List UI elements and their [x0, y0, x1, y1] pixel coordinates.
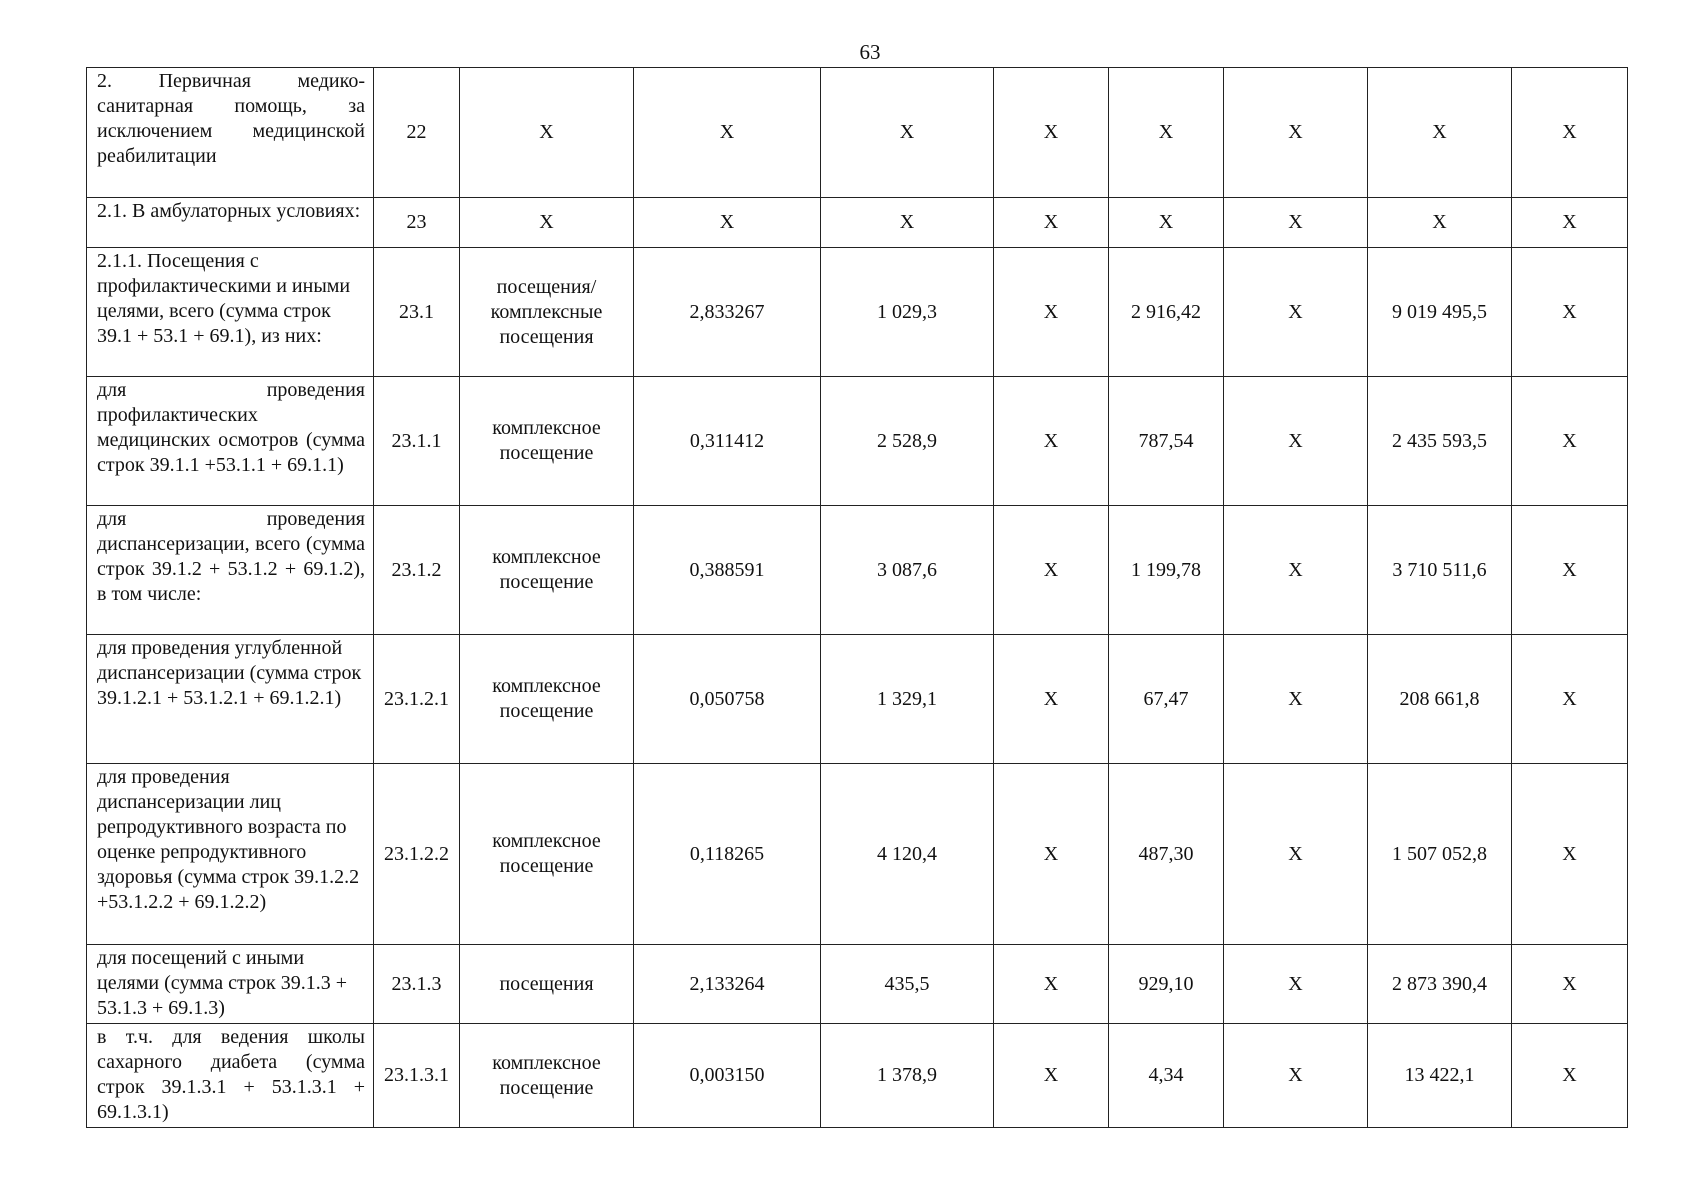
value-cell: Х [1368, 68, 1512, 198]
value-cell: Х [1224, 68, 1368, 198]
value-cell: 2 528,9 [821, 377, 994, 506]
row-code-cell: 23.1.3 [374, 945, 460, 1024]
unit-cell: комплексное посещение [460, 377, 634, 506]
value-cell: Х [1224, 506, 1368, 635]
row-code-cell: 23.1 [374, 248, 460, 377]
value-cell: Х [1512, 764, 1628, 945]
value-cell: 0,050758 [634, 635, 821, 764]
value-cell: Х [994, 68, 1109, 198]
value-cell: 4 120,4 [821, 764, 994, 945]
value-cell: 3 087,6 [821, 506, 994, 635]
value-cell: 208 661,8 [1368, 635, 1512, 764]
value-cell: Х [994, 248, 1109, 377]
value-cell: 0,388591 [634, 506, 821, 635]
row-name-cell: для проведения углубленной диспансеризации (сумма строк 39.1.2.1 + 53.1.2.1 + 69.1.2.1) [87, 635, 374, 764]
row-code-cell: 23.1.2.1 [374, 635, 460, 764]
row-code-cell: 23 [374, 198, 460, 248]
value-cell: Х [1512, 248, 1628, 377]
row-code-cell: 23.1.1 [374, 377, 460, 506]
value-cell: Х [1224, 377, 1368, 506]
unit-cell: комплексное посещение [460, 635, 634, 764]
row-name-cell: 2.1.1. Посещения с профилактическими и иными целями, всего (сумма строк 39.1 + 53.1 + 69.1), из них: [87, 248, 374, 377]
value-cell: Х [634, 198, 821, 248]
unit-cell: комплексное посещение [460, 506, 634, 635]
row-name-cell: 2. Первичная медико-санитарная помощь, за исключением медицинской реабилитации [87, 68, 374, 198]
value-cell: 9 019 495,5 [1368, 248, 1512, 377]
value-cell: Х [1512, 68, 1628, 198]
table-row [87, 377, 1628, 506]
value-cell: 1 199,78 [1109, 506, 1224, 635]
value-cell: Х [1224, 198, 1368, 248]
value-cell: Х [1512, 635, 1628, 764]
unit-cell: посещения [460, 945, 634, 1024]
value-cell: Х [1224, 1024, 1368, 1128]
value-cell: 1 329,1 [821, 635, 994, 764]
value-cell: Х [1512, 1024, 1628, 1128]
unit-cell: комплексное посещение [460, 1024, 634, 1128]
value-cell: 0,118265 [634, 764, 821, 945]
value-cell: 1 378,9 [821, 1024, 994, 1128]
value-cell: Х [994, 506, 1109, 635]
value-cell: 487,30 [1109, 764, 1224, 945]
value-cell: 2 435 593,5 [1368, 377, 1512, 506]
value-cell: Х [994, 198, 1109, 248]
value-cell: Х [994, 764, 1109, 945]
table-row [87, 764, 1628, 945]
value-cell: 0,003150 [634, 1024, 821, 1128]
value-cell: 2,133264 [634, 945, 821, 1024]
table-row [87, 248, 1628, 377]
table-row [87, 635, 1628, 764]
value-cell: Х [1512, 198, 1628, 248]
value-cell: Х [1224, 248, 1368, 377]
value-cell: Х [1109, 68, 1224, 198]
table-row [87, 506, 1628, 635]
row-name-cell: для проведения диспансеризации, всего (сумма строк 39.1.2 + 53.1.2 + 69.1.2), в том числе: [87, 506, 374, 635]
table-row [87, 1024, 1628, 1128]
row-name-cell: в т.ч. для ведения школы сахарного диабета (сумма строк 39.1.3.1 + 53.1.3.1 + 69.1.3.1) [87, 1024, 374, 1128]
value-cell: Х [1512, 945, 1628, 1024]
row-name-cell: 2.1. В амбулаторных условиях: [87, 198, 374, 248]
row-code-cell: 23.1.2.2 [374, 764, 460, 945]
value-cell: Х [1224, 764, 1368, 945]
value-cell: 787,54 [1109, 377, 1224, 506]
row-name-cell: для посещений с иными целями (сумма строк 39.1.3 + 53.1.3 + 69.1.3) [87, 945, 374, 1024]
unit-cell: Х [460, 198, 634, 248]
value-cell: 67,47 [1109, 635, 1224, 764]
unit-cell: Х [460, 68, 634, 198]
value-cell: Х [994, 1024, 1109, 1128]
value-cell: Х [1512, 506, 1628, 635]
value-cell: 2,833267 [634, 248, 821, 377]
value-cell: Х [634, 68, 821, 198]
value-cell: 1 507 052,8 [1368, 764, 1512, 945]
value-cell: 13 422,1 [1368, 1024, 1512, 1128]
row-name-cell: для проведения профилактических медицинских осмотров (сумма строк 39.1.1 +53.1.1 + 69.1.1) [87, 377, 374, 506]
value-cell: Х [821, 198, 994, 248]
unit-cell: посещения/ комплексные посещения [460, 248, 634, 377]
value-cell: Х [1109, 198, 1224, 248]
data-table [86, 67, 1628, 1128]
value-cell: Х [994, 377, 1109, 506]
page-number: 63 [859, 40, 881, 64]
row-code-cell: 22 [374, 68, 460, 198]
table-row [87, 945, 1628, 1024]
value-cell: 435,5 [821, 945, 994, 1024]
row-code-cell: 23.1.3.1 [374, 1024, 460, 1128]
value-cell: Х [821, 68, 994, 198]
value-cell: Х [1368, 198, 1512, 248]
value-cell: Х [994, 945, 1109, 1024]
row-name-cell: для проведения диспансеризации лиц репродуктивного возраста по оценке репродуктивного здоровья (сумма строк 39.1.2.2 +53.1.2.2 + 69.1.2.2) [87, 764, 374, 945]
value-cell: 929,10 [1109, 945, 1224, 1024]
value-cell: 1 029,3 [821, 248, 994, 377]
table-row [87, 68, 1628, 198]
table-row [87, 198, 1628, 248]
value-cell: Х [1224, 635, 1368, 764]
unit-cell: комплексное посещение [460, 764, 634, 945]
value-cell: 0,311412 [634, 377, 821, 506]
value-cell: 2 873 390,4 [1368, 945, 1512, 1024]
value-cell: Х [1224, 945, 1368, 1024]
row-code-cell: 23.1.2 [374, 506, 460, 635]
value-cell: 2 916,42 [1109, 248, 1224, 377]
value-cell: Х [1512, 377, 1628, 506]
value-cell: 3 710 511,6 [1368, 506, 1512, 635]
value-cell: Х [994, 635, 1109, 764]
value-cell: 4,34 [1109, 1024, 1224, 1128]
